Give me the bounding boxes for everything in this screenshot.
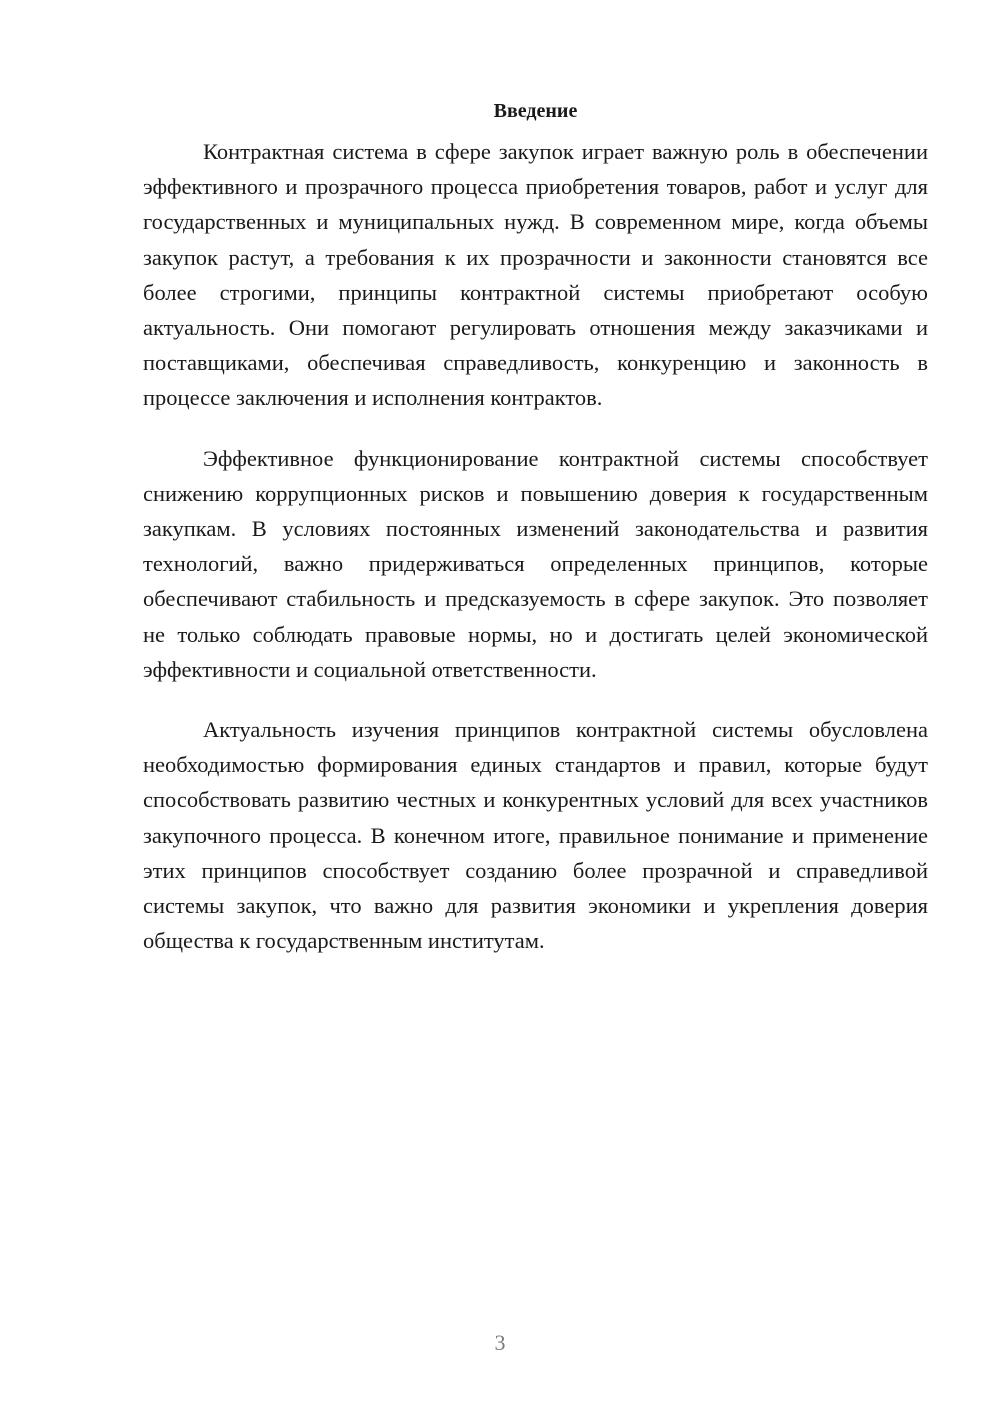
section-heading: Введение (493, 100, 578, 122)
page-number: 3 (494, 1330, 506, 1355)
paragraph-3: Актуальность изучения принципов контрактной системы обусловлена необходимостью формирования единых стандартов и правил, которые будут способствовать развитию честных и конкурентных условий для всех участников закупочного процесса. В конечном итоге, правильное понимание и применение этих принципов способствует созданию более прозрачной и справедливой системы закупок, что важно для развития экономики и укрепления доверия общества к государственным институтам. (143, 717, 928, 954)
paragraph-2: Эффективное функционирование контрактной системы способствует снижению коррупционных рисков и повышению доверия к государственным закупкам. В условиях постоянных изменений законодательства и развития технологий, важно придерживаться определенных принципов, которые обеспечивают стабильность и предсказуемость в сфере закупок. Это позволяет не только соблюдать правовые нормы, но и достигать целей экономической эффективности и социальной ответственности. (143, 445, 928, 682)
paragraph-1: Контрактная система в сфере закупок играет важную роль в обеспечении эффективного и прозрачного процесса приобретения товаров, работ и услуг для государственных и муниципальных нужд. В современном мире, когда объемы закупок растут, а требования к их прозрачности и законности становятся все более строгими, принципы контрактной системы приобретают особую актуальность. Они помогают регулировать отношения между заказчиками и поставщиками, обеспечивая справедливость, конкуренцию и законность в процессе заключения и исполнения контрактов. (143, 139, 928, 411)
page-body (143, 96, 928, 958)
